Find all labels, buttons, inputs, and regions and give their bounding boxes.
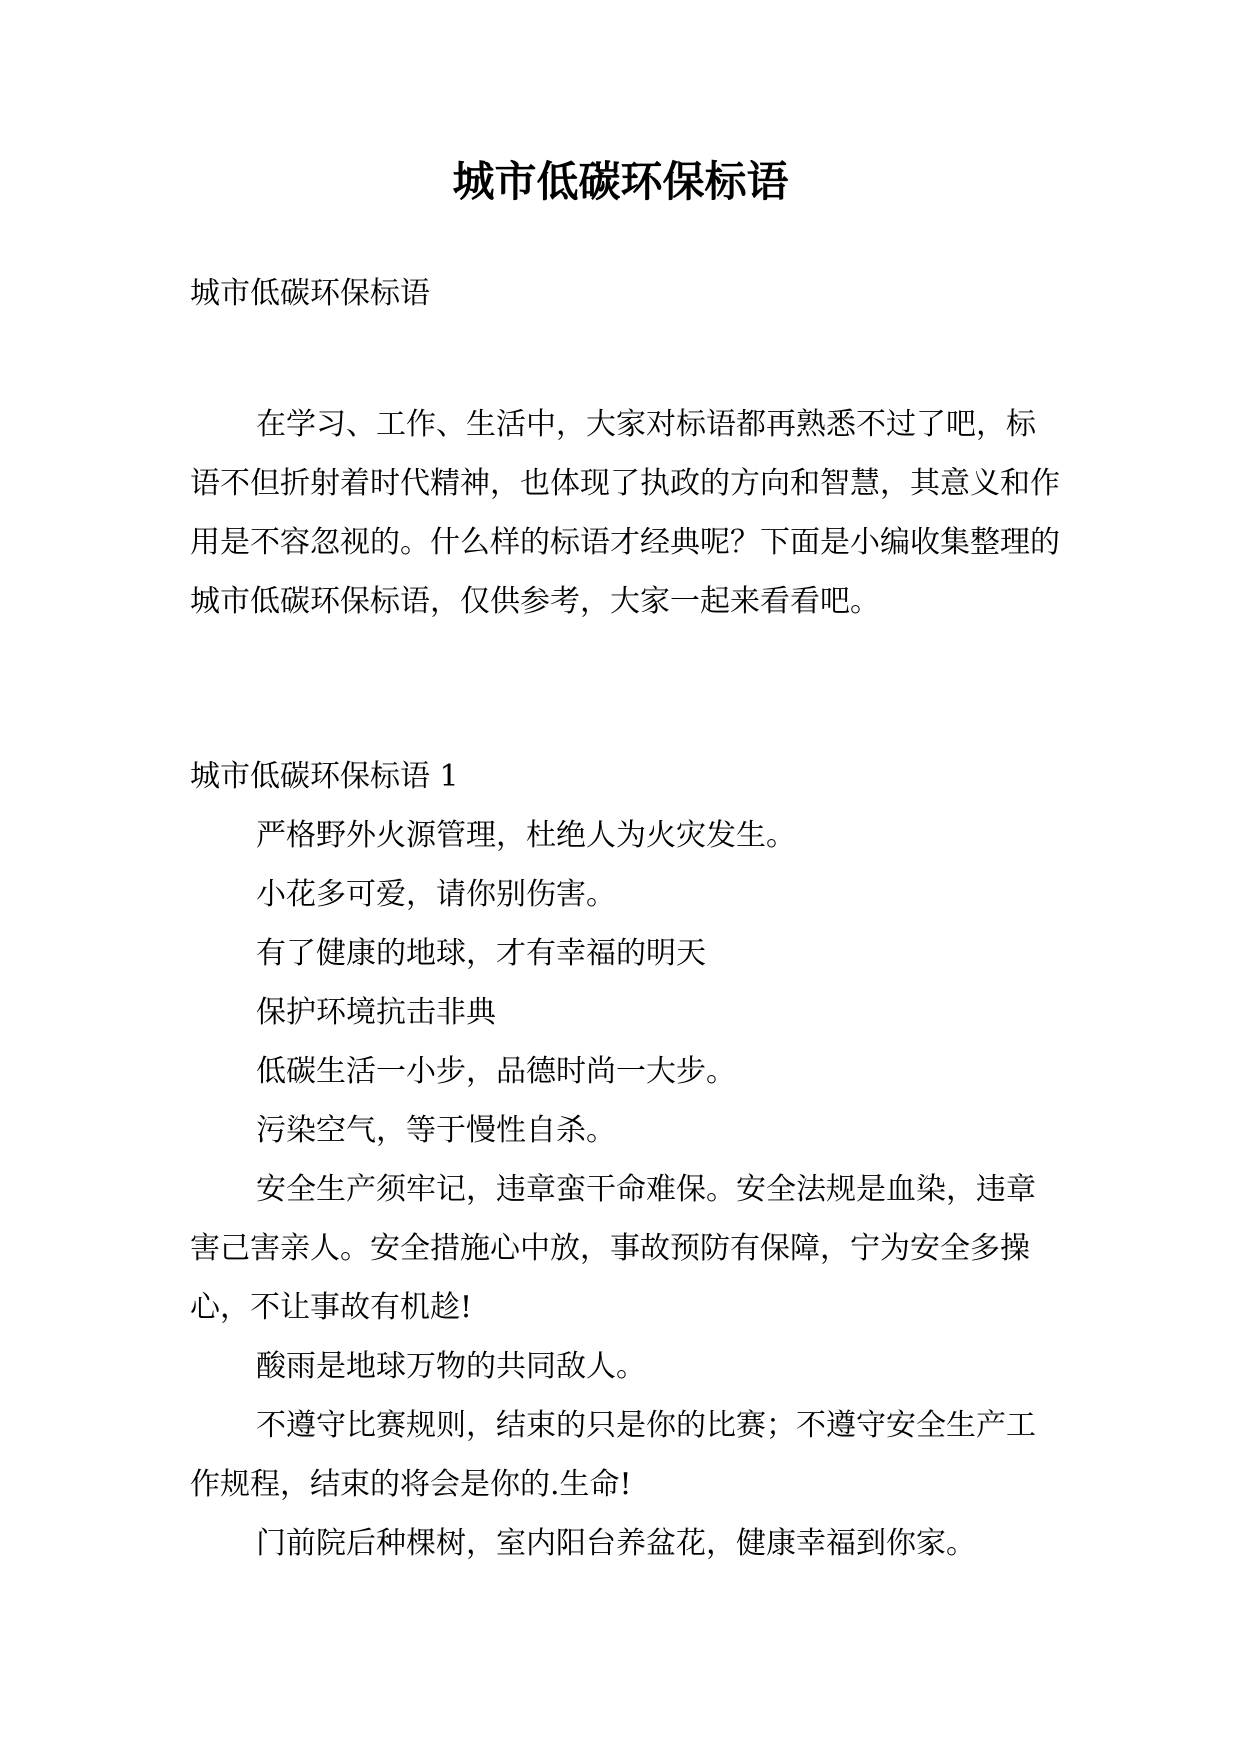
slogan-item: 不遵守比赛规则，结束的只是你的比赛；不遵守安全生产工作规程，结束的将会是你的.生命! <box>190 1408 1036 1502</box>
slogan-item: 门前院后种棵树，室内阳台养盆花，健康幸福到你家。 <box>256 1526 976 1561</box>
intro-paragraph: 在学习、工作、生活中，大家对标语都再熟悉不过了吧，标语不但折射着时代精神，也体现了执政的方向和智慧，其意义和作用是不容忽视的。什么样的标语才经典呢？下面是小编收集整理的城市低碳环保标语，仅供参考，大家一起来看看吧。 <box>190 407 1060 619</box>
slogan-item: 有了健康的地球，才有幸福的明天 <box>256 936 706 971</box>
document-title: 城市低碳环保标语 <box>452 157 789 206</box>
slogan-item: 保护环境抗击非典 <box>256 995 496 1030</box>
slogan-item: 安全生产须牢记，违章蛮干命难保。安全法规是血染，违章害己害亲人。安全措施心中放，事故预防有保障，宁为安全多操心，不让事故有机趁! <box>190 1172 1036 1325</box>
slogan-item: 严格野外火源管理，杜绝人为火灾发生。 <box>256 818 796 853</box>
section-heading: 城市低碳环保标语 1 <box>190 759 459 794</box>
document-subtitle: 城市低碳环保标语 <box>190 276 430 311</box>
slogan-item: 酸雨是地球万物的共同敌人。 <box>256 1349 646 1384</box>
slogan-item: 小花多可爱，请你别伤害。 <box>256 877 616 912</box>
slogan-item: 污染空气，等于慢性自杀。 <box>256 1113 616 1148</box>
slogan-item: 低碳生活一小步，品德时尚一大步。 <box>256 1054 736 1089</box>
